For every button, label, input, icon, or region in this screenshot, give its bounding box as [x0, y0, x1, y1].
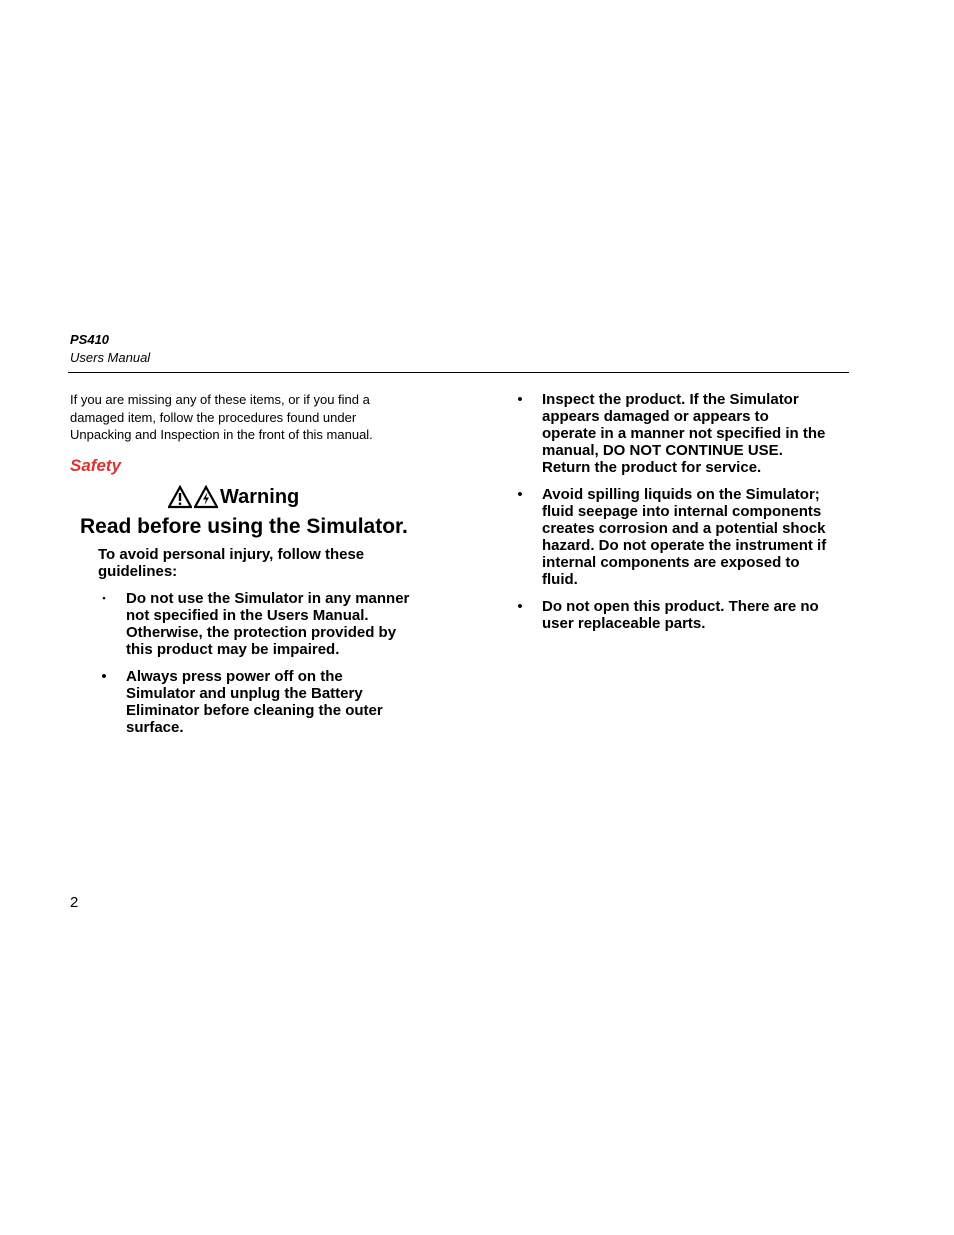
list-item [517, 486, 827, 588]
section-title-safety: Safety [70, 456, 122, 475]
list-item-text: Inspect the product. If the Simulator appears damaged or appears to operate in a manner not specified in the manual, DO NOT CONTINUE USE. Return the product for service. [542, 391, 826, 476]
bullet-icon: • [517, 598, 523, 615]
manual-model: PS410 [70, 332, 110, 347]
read-before-heading: Read before using the Simulator. [80, 515, 408, 538]
intro-paragraph: If you are missing any of these items, or if you find a damaged item, follow the procedures found under Unpacking and Inspection in the front of this manual. [70, 392, 373, 442]
list-item [102, 590, 411, 658]
shock-hazard-triangle-icon [194, 485, 218, 509]
right-safety-list [517, 391, 827, 642]
list-item-text: Avoid spilling liquids on the Simulator; fluid seepage into internal components creates corrosion and a potential shock hazard. Do not operate the instrument if internal components are exposed to fluid. [542, 486, 827, 588]
bullet-icon: • [101, 668, 107, 685]
bullet-icon: • [517, 486, 523, 503]
list-item-text: Do not open this product. There are no user replaceable parts. [542, 598, 819, 632]
page-number: 2 [70, 894, 79, 911]
caution-triangle-icon [168, 485, 192, 509]
warning-lead-text: To avoid personal injury, follow these guidelines: [98, 546, 365, 580]
header-divider [68, 372, 849, 373]
list-item [517, 391, 827, 476]
manual-subtitle: Users Manual [70, 350, 151, 365]
list-item [517, 598, 827, 632]
list-item-text: Do not use the Simulator in any manner not specified in the Users Manual. Otherwise, the protection provided by this product may be impaired. [126, 590, 410, 658]
list-item-text: Always press power off on the Simulator and unplug the Battery Eliminator before cleaning the outer surface. [126, 668, 383, 736]
bullet-icon: • [517, 391, 523, 408]
warning-label: Warning [220, 486, 300, 508]
list-item [101, 668, 411, 736]
left-safety-list [101, 590, 411, 746]
warning-heading [168, 483, 299, 511]
square-bullet-icon: ▪ [102, 593, 106, 603]
